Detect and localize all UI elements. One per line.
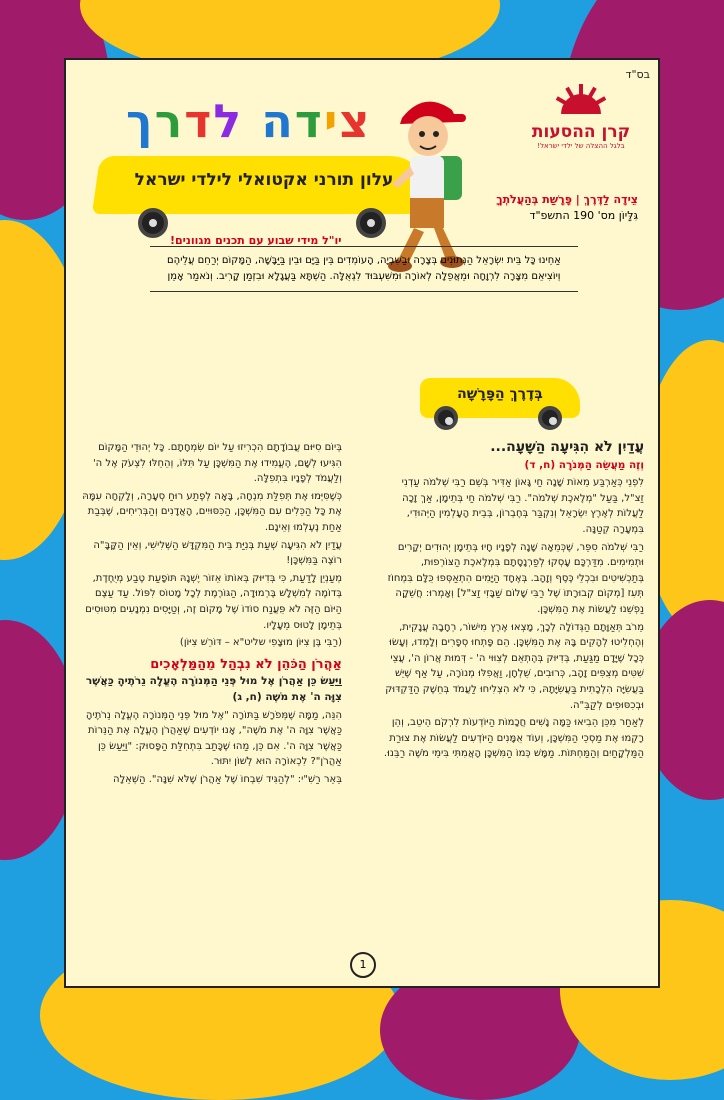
source-citation: (רַבִּי בֶּן צִיּוֹן מוּצָפִי שליט"א – דּוֹרֵשׁ צִיּוֹן) bbox=[179, 637, 342, 649]
tag-wheel-left-icon bbox=[434, 406, 458, 430]
bsd-mark: בס"ד bbox=[625, 68, 650, 81]
title-letter: ד bbox=[184, 94, 214, 148]
weekly-tagline: יו"ל מידי שבוע עם תכנים מגוונים! bbox=[170, 234, 342, 247]
column-left bbox=[80, 440, 342, 789]
paragraph: עֲדַיִן לֹא הִגִּיעָה שְׁעַת בְּנִיַּת בֵּית הַמִּקְדָּשׁ הַשְּׁלִישִׁי, וְאֵין הַקָּבָּ"ה רוֹצֶה בַּמִּשְׁכָּן! bbox=[93, 539, 342, 567]
sunburst-logo-icon bbox=[546, 82, 616, 116]
bus-wheel-right-icon bbox=[356, 208, 386, 238]
title-letter: ך bbox=[126, 94, 155, 148]
masthead-title bbox=[126, 94, 371, 148]
page-number: 1 bbox=[350, 952, 376, 978]
prayer-box: אַחֵינוּ כָּל בֵּית יִשְׂרָאֵל הַנְּתוּנִים בְּצָרָה וּבַשִּׁבְיָה, הָעוֹמְדִים בֵּין בַּיָּם וּבֵין בַּיַּבָּשָׁה, הַמָּקוֹם יְרַחֵם עֲלֵיהֶם וְיוֹצִיאֵם מִצָּרָה לִרְוָחָה וּמֵאֲפֵלָה לְאוֹרָה וּמִשִּׁעְבּוּד לִגְאֻלָּה. הַשְׁתָּא בַּעֲגָלָא וּבִזְמַן קָרִיב. וְנֹאמַר אָמֵן bbox=[150, 246, 578, 292]
paragraph: מְעַנְיֵן לָדַעַת, כִּי בְּדִיּוּק בְּאוֹתוֹ אֵזוֹר יֶשְׁנָהּ תּוֹפָעַת טֶבַע מְיֻחֶדֶת, בְּדוֹמֶה לְמִשְׁלָשׁ בֶּרְמוּדָה, הַגּוֹרֶמֶת לְכָל מָטוֹס לִפּוֹל. עַד עַצֶם הַיּוֹם הַזֶּה לֹא פֻּעֲנַח סוֹדוֹ שֶׁל מָקוֹם זֶה, וְטַיָּסִים נִמְנָעִים מִטּוּסִים בְּתֵימָן לָטוּס מֵעָלָיו. bbox=[85, 572, 342, 631]
title-letter: צ bbox=[339, 94, 372, 148]
title-letter: ר bbox=[154, 94, 185, 148]
article-verse: וְזֶה מַעֲשֵׂה הַמְּנֹרָה (ח, ד) bbox=[524, 458, 644, 471]
article-verse-2: וַיַּעַשׂ כֵּן אַהֲרֹן אֶל מוּל פְּנֵי הַמְּנוֹרָה הֶעֱלָה נֵרֹתֶיהָ כַּאֲשֶׁר צִוָּה ה' אֶת מֹשֶׁה (ח, ג) bbox=[85, 675, 342, 703]
paragraph: בְּיוֹם סִיּוּם עֲבוֹדָתָם הִכְרִיזוּ עַל יוֹם שִׂמְחָתָם. כָּל יְהוּדֵי הַמָּקוֹם הִגִּיעוּ לְשָׁם, הֶעֱמִידוּ אֶת הַמִּשְׁכָּן עַל תִּלּוֹ, וְהֵחֵלּוּ לִצְעֹק אֶל ה' וְלַעֲמֹד לְפָנָיו בִּתְפִלָּה. bbox=[92, 442, 342, 485]
masthead-subtitle: עלון תורני אקטואלי לילדי ישראל bbox=[134, 170, 394, 190]
paragraph: בֵּאֵר רַשִׁ"י: "לְהַגִּיד שִׁבְחוֹ שֶׁל אַהֲרֹן שֶׁלֹּא שִׁנָּה". הַשְּׁאֵלָה bbox=[113, 773, 342, 785]
title-letter: ד bbox=[294, 94, 324, 148]
column-right bbox=[382, 440, 644, 764]
title-letter: י bbox=[323, 94, 340, 148]
title-letter: ה bbox=[261, 94, 295, 148]
section-title: בְּדֶרֶךְ הַפָּרָשָׁה bbox=[457, 386, 543, 402]
tag-wheel-right-icon bbox=[538, 406, 562, 430]
paragraph: לִפְנֵי כְּאַרְבַּע מֵאוֹת שָׁנָה חַי גָּאוֹן אַדִּיר בְּשֵׁם רַבִּי שְׁלֹמֹה עַדְנִי זַצ"ל, בַּעַל "מְלֶאכֶת שְׁלֹמֹה". רַבִּי שְׁלֹמֹה חַי בְּתֵימָן, אַךְ זָכָה לַעֲלוֹת לְאֶרֶץ יִשְׂרָאֵל וְנִקְבַּר בְּחֶבְרוֹן, בְּבֵית הָעָלְמִין הַיְּהוּדִי, בִּמְעָרָה קְטַנָּה. bbox=[401, 477, 644, 535]
article-heading-2: אַהֲרֹן הַכֹּהֵן לֹא נִבְהַל מֵהַמַּלְאָכִים bbox=[150, 656, 342, 672]
newsletter-page bbox=[64, 58, 660, 988]
article-heading: עֲדַיִן לֹא הִגִּיעָה הַשָּׁעָה... bbox=[490, 439, 644, 455]
logo-subtitle: בלגל ההצלה של ילדי ישראל! bbox=[537, 142, 625, 150]
logo-name: קרן ההסעות bbox=[531, 122, 631, 142]
issue-title: צֵידָה לַדֶּרֶךְ | פָּרָשַׁת בְּהַעֲלֹתְךָ bbox=[496, 193, 638, 206]
title-letter bbox=[243, 94, 261, 148]
paragraph: מֵרֹב תְּאַוָּתָם הַגְּדוֹלָה לְכָךְ, מָצְאוּ אֶרֶץ מִישׁוֹר, רְחָבָה עֲנָקִית, וְהֶחְלִיטוּ לְהָקִים בָּהּ אֶת הַמִּשְׁכָּן. הֵם פָּתְחוּ סְפָרִים וְלָמְדוּ, וְעָשׂוּ כְּכָל שֶׁיָּדָם מַגַּעַת, בְּדִיּוּק בְּהֶתְאֵם לְצִוּוּי ה' - דְּמוּת אֲרוֹן ה', עֲצֵי שִׁטִּים מְצֻפִּים זָהָב, כְּרוּבִים, שֻׁלְחָן, וַאֲפִלּוּ מְנוֹרָה, עַל אַף שֶׁיֵּשׁ בַּעֲשִׂיָּה הִלְכָתִית בַּעֲשִׂיָּתָהּ, כִּי לֹא הִצְלִיחוּ לַעֲמֹד בְּחֵשֶׁק הַדַּקְדּוּק וּבְכִסּוּפִים לְקַבֵּ"ה. bbox=[385, 621, 644, 711]
paragraph: הִנֵּה, מַמָּה שֶׁמְּפֹרָשׁ בַּתּוֹרָה "אֶל מוּל פְּנֵי הַמְּנוֹרָה הֶעֱלָה נֵרֹתֶיהָ כַּאֲשֶׁר צִוָּה ה' אֶת מֹשֶׁה", אָנוּ יוֹדְעִים שֶׁאַהֲרֹן הֶעֱלָה אֶת הַנֵּרוֹת כַּאֲשֶׁר צִוָּה ה'. אִם כֵּן, מַהוּ שֶׁכָּתַב בִּתְחִלַּת הַפָּסוּק: "וַיַּעַשׂ כֵּן אַהֲרֹן"? לִכְאוֹרָה הוּא לְשׁוֹן יִתּוּר. bbox=[85, 709, 342, 768]
issue-number: גִּלָּיוֹן מס' 190 התשפ"ד bbox=[529, 209, 638, 222]
paragraph: כְּשֶׁסִּיְּמוּ אֶת תְּפִלַּת מִנְחָה, בָּאָה לְפֶתַע רוּחַ סְעָרָה, וְלָקְחָה עִמָּהּ אֶת כָּל הַכֵּלִים עִם הַמִּשְׁכָּן, הַכִּסּוּיִים, הָאֲדָנִים וְהַבְּרִיחִים, שֶׁבְּבַת אַחַת נֶעֶלְמוּ וְאֵינָם. bbox=[82, 490, 342, 533]
section-bus-tag bbox=[420, 378, 580, 430]
paragraph: רַבִּי שְׁלֹמֹה סִפֵּר, שֶׁכְּמֵאָה שָׁנָה לְפָנָיו חָיוּ בְּתֵימָן יְהוּדִים יְקָרִים וּתְמִימִים. מִדַּרְכָּם עָסְקוּ לְפַרְנָסָתָם בִּמְלֶאכֶת הַצּוֹרְפוּת, בְּתַכְשִׁיטִים וּבִכְלֵי כֶּסֶף וְזָהָב. בְּאֶחָד הַיָּמִים הִתְאַסְּפוּ כֻּלָּם בִּמְחוֹז תְּעִז [מְקוֹם קְבוּרָתוֹ שֶׁל רַבִּי שָׁלוֹם שַׁבָּזִי זַצ"ל] וְאָמְרוּ: חֲשֵׁקָה נַפְשֵׁנוּ לַעֲשׂוֹת אֶת הַמִּשְׁכָּן. bbox=[387, 541, 644, 615]
keren-hahasaot-logo bbox=[526, 82, 636, 172]
title-letter: ל bbox=[213, 94, 244, 148]
bus-wheel-left-icon bbox=[138, 208, 168, 238]
issue-info bbox=[478, 192, 638, 224]
paragraph: לְאַחַר מִכֵּן הֵבִיאוּ כַּמָּה נָשִׁים חֲכָמוֹת הַיּוֹדְעוֹת לִרְקֹם הֵיטֵב, וְהֵן רָקְמוּ אֶת מַסְכֵי הַמִּשְׁכָּן, וְעוֹד אֻמָּנִים הַיּוֹדְעִים לַעֲשׂוֹת אֶת צוּרַת הַמַּלְקָחַיִם וְהַמַּחְתּוֹת. מַמָּשׁ כְּמוֹ הַמִּשְׁכָּן הָאֲמִתִּי בִּימֵי מֹשֶׁה רַבֵּנוּ. bbox=[383, 717, 644, 760]
